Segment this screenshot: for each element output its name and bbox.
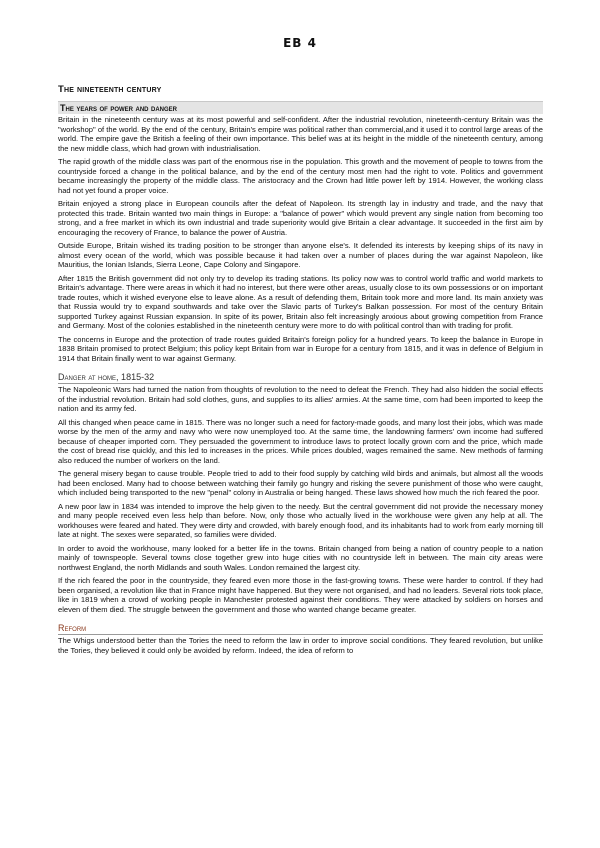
section-years-of-power: [58, 101, 543, 363]
document-body: [58, 84, 543, 664]
paragraph: All this changed when peace came in 1815. There was no longer such a need for factory-made goods, and many lost their jobs, which was made worse by the men of the army and navy who were now unemployed too. At the same time, the landowning farmers' own income had suffered because of cheaper imported corn. They persuaded the government to introduce laws to protect locally grown corn and the price, which made the cost of bread rise quickly, and this led to increases in the prices. While prices doubled, wages remained the same. New methods of farming also reduced the number of workers on the land.: [58, 417, 543, 465]
section-danger-at-home: [58, 372, 543, 614]
section-heading: Reform: [58, 623, 543, 635]
paragraph: Outside Europe, Britain wished its trading position to be stronger than anyone else's. It defended its interests by keeping ships of its navy in almost every ocean of the world, which was possible because it had taken over a number of places during the war against Napoleon, like Mauritius, the Ionian Islands, Sierra Leone, Cape Colony and Singapore.: [58, 241, 543, 269]
paragraph: The Whigs understood better than the Tories the need to reform the law in order to improve social conditions. They feared revolution, but unlike the Tories, they believed it could only be avoided by reform. Indeed, the idea of reform to: [58, 636, 543, 655]
section-heading: The years of power and danger: [58, 101, 543, 114]
paragraph: Britain enjoyed a strong place in European councils after the defeat of Napoleon. Its strength lay in industry and trade, and the navy that protected this trade. Britain wanted two main things in Europe: a "balance of power" which would prevent any single nation from becoming too strong, and a free market in which its own industrial and trade superiority would give Britain a clear advantage. It succeeded in the first aim by encouraging the recovery of France, to balance the power of Austria.: [58, 199, 543, 237]
paragraph: The Napoleonic Wars had turned the nation from thoughts of revolution to the need to defeat the French. They had also hidden the social effects of the industrial revolution. Britain had sold clothes, guns, and supplies to its allies' armies. At the same time, corn had been imported to keep the nation and its army fed.: [58, 385, 543, 413]
paragraph: Britain in the nineteenth century was at its most powerful and self-confident. After the industrial revolution, nineteenth-century Britain was the "workshop" of the world. By the end of the century, Britain's empire was political rather than commercial,and it used it to control large areas of the world. The empire gave the British a feeling of their own importance. This belief was at its height in the middle of the nineteenth century, among the new middle class, which had grown with industrialisation.: [58, 115, 543, 153]
paragraph: In order to avoid the workhouse, many looked for a better life in the towns. Britain changed from being a nation of country people to a nation mainly of townspeople. Several towns close together grew into huge cities with no countryside left in between. The main city areas were northwest England, the north Midlands and south Wales. London remained the largest city.: [58, 543, 543, 572]
section-reform: [58, 623, 543, 655]
page-header-code: EB 4: [283, 36, 317, 50]
chapter-title: The nineteenth century: [58, 84, 162, 95]
paragraph: The concerns in Europe and the protection of trade routes guided Britain's foreign policy for a hundred years. To keep the balance in Europe in 1838 Britain promised to protect Belgium; this policy kept Britain from war in Europe for a century from 1815, and it was in defence of Belgium in 1914 that Britain finally went to war against Germany.: [58, 334, 543, 363]
paragraph: The general misery began to cause trouble. People tried to add to their food supply by catching wild birds and animals, but almost all the woods had been enclosed. Many had to choose between watching their family go hungry and risking the severe punishment of those who were caught, which included being transported to the new "penal" colony in Australia or being hanged. These laws showed how much the rich feared the poor.: [58, 469, 543, 497]
paragraph: A new poor law in 1834 was intended to improve the help given to the needy. But the central government did not provide the necessary money and many people received even less help than before. Now, only those who actually lived in the workhouse were given any help at all. The workhouses were feared and hated. They were dirty and crowded, with barely enough food, and its inhabitants had to work from early morning till late at night. The sexes were separated, so families were divided.: [58, 501, 543, 539]
paragraph: If the rich feared the poor in the countryside, they feared even more those in the fast-growing towns. These were harder to control. If they had been organised, a revolution like that in France might have happened. But they were not organised, and had no leaders. Several riots took place, like in 1819 when a crowd of working people in Manchester protested against their conditions. They were attacked by soldiers on horses and eleven of them died. The struggle between the government and those who wanted change became greater.: [58, 576, 543, 614]
paragraph: The rapid growth of the middle class was part of the enormous rise in the population. This growth and the movement of people to towns from the countryside forced a change in the political balance, and by the end of the century most men had the right to vote. Politics and government became increasingly the property of the middle class. The aristocracy and the Crown had little power left by 1914. However, the working class had not yet found a proper voice.: [58, 157, 543, 195]
section-heading: Danger at home, 1815-32: [58, 372, 543, 384]
paragraph: After 1815 the British government did not only try to develop its trading stations. Its policy now was to control world traffic and world markets to Britain's advantage. There were areas in which it had no interest, but there were other areas, usually close to its own possessions or on important trade routes, which it wished everyone else to leave alone. As a result of defending them, Britain took more and more land. Its main anxiety was that Russia would try to expand southwards and take over the Slavic parts of Turkey's Balkan possession. For most of the century Britain supported Turkey against Russian expansion. In spite of its power, Britain also felt increasingly anxious about growing competition from France and Germany. Most of the colonies established in the nineteenth century were more to do with political control than with trading for profit.: [58, 273, 543, 330]
